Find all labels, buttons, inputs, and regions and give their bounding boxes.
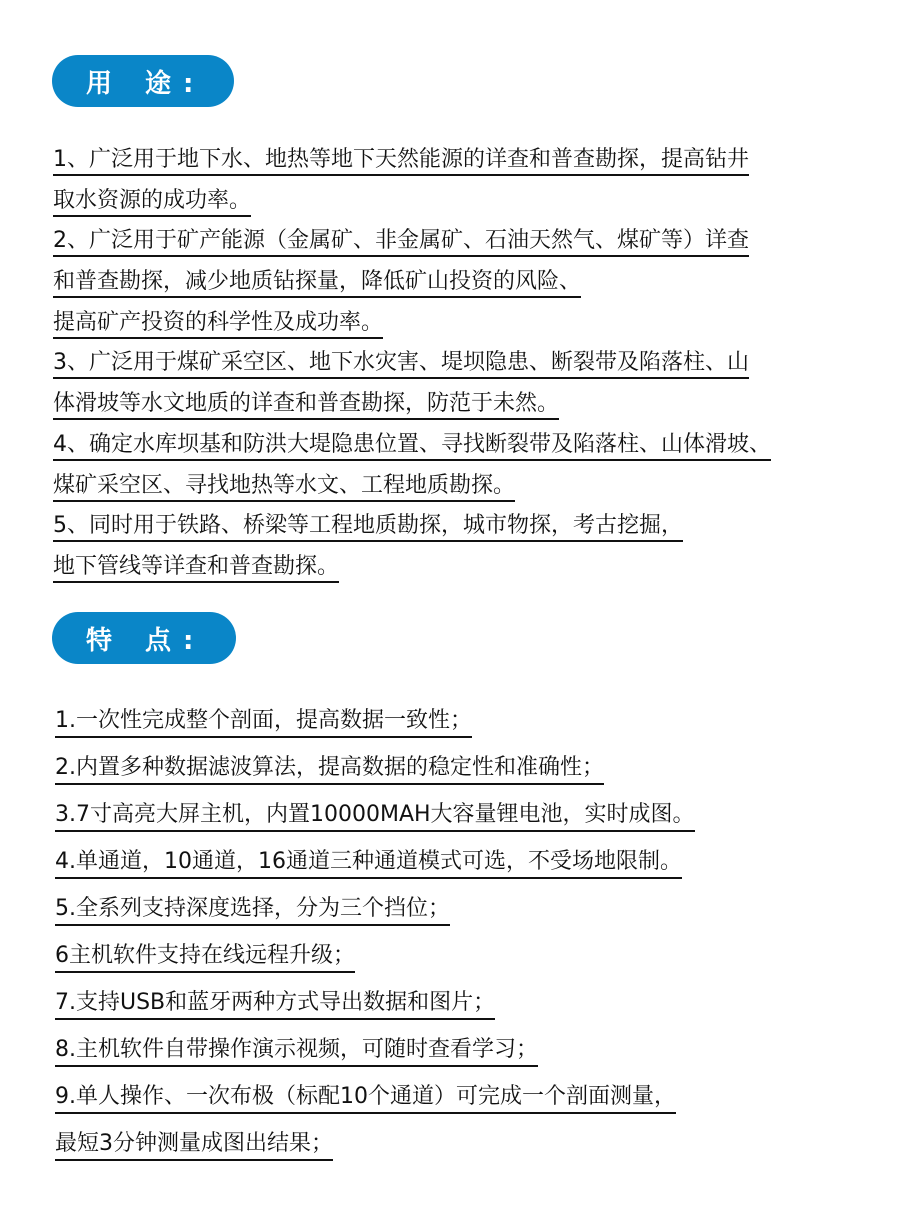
- usage-line: 1、广泛用于地下水、地热等地下天然能源的详查和普查勘探，提高钻井: [53, 140, 883, 181]
- usage-line: 和普查勘探，减少地质钻探量，降低矿山投资的风险、: [53, 262, 883, 303]
- feature-line: 8.主机软件自带操作演示视频，可随时查看学习；: [55, 1027, 885, 1074]
- usage-line: 提高矿产投资的科学性及成功率。: [53, 303, 883, 344]
- usage-line: 5、同时用于铁路、桥梁等工程地质勘探，城市物探，考古挖掘，: [53, 506, 883, 547]
- usage-line: 2、广泛用于矿产能源（金属矿、非金属矿、石油天然气、煤矿等）详查: [53, 221, 883, 262]
- feature-line: 2.内置多种数据滤波算法，提高数据的稳定性和准确性；: [55, 745, 885, 792]
- feature-line: 6主机软件支持在线远程升级；: [55, 933, 885, 980]
- usage-line: 4、确定水库坝基和防洪大堤隐患位置、寻找断裂带及陷落柱、山体滑坡、: [53, 425, 883, 466]
- usage-line: 取水资源的成功率。: [53, 181, 883, 222]
- feature-line: 4.单通道，10通道，16通道三种通道模式可选，不受场地限制。: [55, 839, 885, 886]
- feature-line: 9.单人操作、一次布极（标配10个通道）可完成一个剖面测量，: [55, 1074, 885, 1121]
- usage-line: 体滑坡等水文地质的详查和普查勘探，防范于未然。: [53, 384, 883, 425]
- features-list: [55, 698, 885, 1168]
- feature-line: 1.一次性完成整个剖面，提高数据一致性；: [55, 698, 885, 745]
- feature-line: 7.支持USB和蓝牙两种方式导出数据和图片；: [55, 980, 885, 1027]
- feature-line: 3.7寸高亮大屏主机，内置10000MAH大容量锂电池，实时成图。: [55, 792, 885, 839]
- feature-line: 最短3分钟测量成图出结果；: [55, 1121, 885, 1168]
- feature-line: 5.全系列支持深度选择，分为三个挡位；: [55, 886, 885, 933]
- usage-line: 煤矿采空区、寻找地热等水文、工程地质勘探。: [53, 466, 883, 507]
- usage-line: 3、广泛用于煤矿采空区、地下水灾害、堤坝隐患、断裂带及陷落柱、山: [53, 343, 883, 384]
- features-heading: 特 点:: [52, 612, 236, 664]
- usage-list: [53, 140, 883, 588]
- usage-line: 地下管线等详查和普查勘探。: [53, 547, 883, 588]
- usage-heading: 用 途:: [52, 55, 234, 107]
